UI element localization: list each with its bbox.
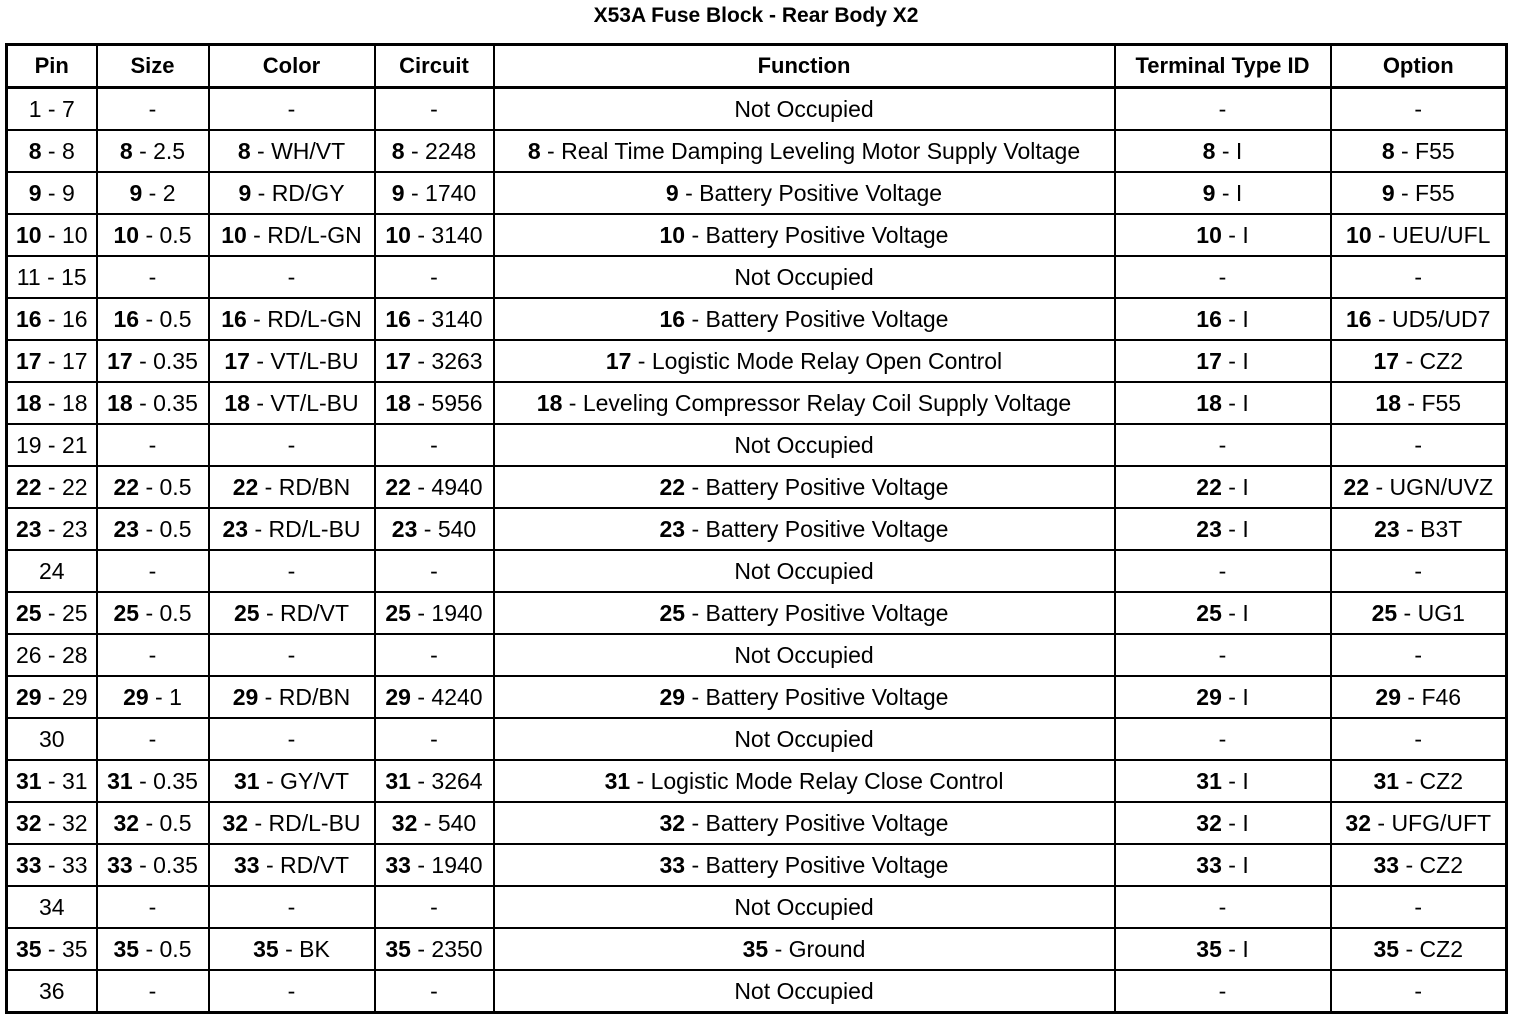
color-cell: 8 - WH/VT bbox=[209, 130, 375, 172]
size-cell: - bbox=[97, 256, 209, 298]
terminal-type-cell: 25 - I bbox=[1115, 592, 1331, 634]
color-cell: 22 - RD/BN bbox=[209, 466, 375, 508]
table-row bbox=[7, 88, 1507, 131]
circuit-cell: 18 - 5956 bbox=[375, 382, 494, 424]
option-cell: 22 - UGN/UVZ bbox=[1331, 466, 1507, 508]
pin-cell: 31 - 31 bbox=[7, 760, 97, 802]
option-cell: 29 - F46 bbox=[1331, 676, 1507, 718]
table-row bbox=[7, 214, 1507, 256]
terminal-type-cell: - bbox=[1115, 424, 1331, 466]
circuit-cell: 33 - 1940 bbox=[375, 844, 494, 886]
pin-cell: 16 - 16 bbox=[7, 298, 97, 340]
function-cell: 9 - Battery Positive Voltage bbox=[494, 172, 1115, 214]
size-cell: 18 - 0.35 bbox=[97, 382, 209, 424]
terminal-type-cell: - bbox=[1115, 634, 1331, 676]
color-cell: - bbox=[209, 256, 375, 298]
table-row bbox=[7, 256, 1507, 298]
color-cell: 35 - BK bbox=[209, 928, 375, 970]
circuit-cell: - bbox=[375, 634, 494, 676]
option-cell: 16 - UD5/UD7 bbox=[1331, 298, 1507, 340]
pin-cell: 18 - 18 bbox=[7, 382, 97, 424]
terminal-type-cell: 32 - I bbox=[1115, 802, 1331, 844]
function-cell: 17 - Logistic Mode Relay Open Control bbox=[494, 340, 1115, 382]
function-cell: Not Occupied bbox=[494, 424, 1115, 466]
table-row bbox=[7, 172, 1507, 214]
pin-cell: 29 - 29 bbox=[7, 676, 97, 718]
pin-cell: 26 - 28 bbox=[7, 634, 97, 676]
function-cell: 29 - Battery Positive Voltage bbox=[494, 676, 1115, 718]
size-cell: 32 - 0.5 bbox=[97, 802, 209, 844]
table-row bbox=[7, 760, 1507, 802]
column-header: Terminal Type ID bbox=[1115, 45, 1331, 88]
terminal-type-cell: 10 - I bbox=[1115, 214, 1331, 256]
option-cell: 9 - F55 bbox=[1331, 172, 1507, 214]
color-cell: 23 - RD/L-BU bbox=[209, 508, 375, 550]
color-cell: 33 - RD/VT bbox=[209, 844, 375, 886]
size-cell: - bbox=[97, 718, 209, 760]
size-cell: - bbox=[97, 88, 209, 131]
table-row bbox=[7, 130, 1507, 172]
option-cell: 10 - UEU/UFL bbox=[1331, 214, 1507, 256]
table-row bbox=[7, 844, 1507, 886]
color-cell: 25 - RD/VT bbox=[209, 592, 375, 634]
color-cell: - bbox=[209, 970, 375, 1013]
pin-cell: 24 bbox=[7, 550, 97, 592]
option-cell: 23 - B3T bbox=[1331, 508, 1507, 550]
size-cell: 31 - 0.35 bbox=[97, 760, 209, 802]
size-cell: 16 - 0.5 bbox=[97, 298, 209, 340]
table-row bbox=[7, 382, 1507, 424]
color-cell: 29 - RD/BN bbox=[209, 676, 375, 718]
circuit-cell: 29 - 4240 bbox=[375, 676, 494, 718]
color-cell: - bbox=[209, 550, 375, 592]
terminal-type-cell: 18 - I bbox=[1115, 382, 1331, 424]
option-cell: - bbox=[1331, 718, 1507, 760]
pin-cell: 9 - 9 bbox=[7, 172, 97, 214]
function-cell: Not Occupied bbox=[494, 634, 1115, 676]
function-cell: 16 - Battery Positive Voltage bbox=[494, 298, 1115, 340]
terminal-type-cell: - bbox=[1115, 88, 1331, 131]
circuit-cell: - bbox=[375, 88, 494, 131]
function-cell: 33 - Battery Positive Voltage bbox=[494, 844, 1115, 886]
function-cell: Not Occupied bbox=[494, 88, 1115, 131]
size-cell: - bbox=[97, 970, 209, 1013]
circuit-cell: - bbox=[375, 970, 494, 1013]
size-cell: 29 - 1 bbox=[97, 676, 209, 718]
size-cell: 22 - 0.5 bbox=[97, 466, 209, 508]
size-cell: 17 - 0.35 bbox=[97, 340, 209, 382]
circuit-cell: 17 - 3263 bbox=[375, 340, 494, 382]
column-header: Pin bbox=[7, 45, 97, 88]
size-cell: 9 - 2 bbox=[97, 172, 209, 214]
function-cell: 32 - Battery Positive Voltage bbox=[494, 802, 1115, 844]
function-cell: Not Occupied bbox=[494, 970, 1115, 1013]
color-cell: - bbox=[209, 718, 375, 760]
color-cell: - bbox=[209, 424, 375, 466]
size-cell: 8 - 2.5 bbox=[97, 130, 209, 172]
circuit-cell: 35 - 2350 bbox=[375, 928, 494, 970]
function-cell: 22 - Battery Positive Voltage bbox=[494, 466, 1115, 508]
circuit-cell: - bbox=[375, 424, 494, 466]
table-row bbox=[7, 592, 1507, 634]
size-cell: 23 - 0.5 bbox=[97, 508, 209, 550]
circuit-cell: 32 - 540 bbox=[375, 802, 494, 844]
circuit-cell: 16 - 3140 bbox=[375, 298, 494, 340]
header-row bbox=[7, 45, 1507, 88]
terminal-type-cell: 8 - I bbox=[1115, 130, 1331, 172]
terminal-type-cell: 9 - I bbox=[1115, 172, 1331, 214]
fuse-block-table bbox=[5, 43, 1508, 1014]
color-cell: 9 - RD/GY bbox=[209, 172, 375, 214]
terminal-type-cell: 29 - I bbox=[1115, 676, 1331, 718]
column-header: Size bbox=[97, 45, 209, 88]
option-cell: - bbox=[1331, 424, 1507, 466]
function-cell: 8 - Real Time Damping Leveling Motor Supply Voltage bbox=[494, 130, 1115, 172]
pin-cell: 1 - 7 bbox=[7, 88, 97, 131]
column-header: Circuit bbox=[375, 45, 494, 88]
color-cell: - bbox=[209, 88, 375, 131]
circuit-cell: 8 - 2248 bbox=[375, 130, 494, 172]
function-cell: 25 - Battery Positive Voltage bbox=[494, 592, 1115, 634]
terminal-type-cell: - bbox=[1115, 550, 1331, 592]
option-cell: 32 - UFG/UFT bbox=[1331, 802, 1507, 844]
function-cell: 23 - Battery Positive Voltage bbox=[494, 508, 1115, 550]
option-cell: 17 - CZ2 bbox=[1331, 340, 1507, 382]
table-body bbox=[7, 88, 1507, 1013]
column-header: Function bbox=[494, 45, 1115, 88]
option-cell: - bbox=[1331, 256, 1507, 298]
color-cell: - bbox=[209, 886, 375, 928]
circuit-cell: - bbox=[375, 886, 494, 928]
pin-cell: 36 bbox=[7, 970, 97, 1013]
terminal-type-cell: 35 - I bbox=[1115, 928, 1331, 970]
terminal-type-cell: 23 - I bbox=[1115, 508, 1331, 550]
pin-cell: 8 - 8 bbox=[7, 130, 97, 172]
option-cell: 35 - CZ2 bbox=[1331, 928, 1507, 970]
color-cell: 18 - VT/L-BU bbox=[209, 382, 375, 424]
pin-cell: 19 - 21 bbox=[7, 424, 97, 466]
column-header: Color bbox=[209, 45, 375, 88]
circuit-cell: 23 - 540 bbox=[375, 508, 494, 550]
terminal-type-cell: 22 - I bbox=[1115, 466, 1331, 508]
circuit-cell: - bbox=[375, 256, 494, 298]
function-cell: Not Occupied bbox=[494, 718, 1115, 760]
table-row bbox=[7, 466, 1507, 508]
color-cell: 10 - RD/L-GN bbox=[209, 214, 375, 256]
table-row bbox=[7, 550, 1507, 592]
function-cell: 18 - Leveling Compressor Relay Coil Supply Voltage bbox=[494, 382, 1115, 424]
pin-cell: 25 - 25 bbox=[7, 592, 97, 634]
terminal-type-cell: - bbox=[1115, 256, 1331, 298]
option-cell: 18 - F55 bbox=[1331, 382, 1507, 424]
pin-cell: 34 bbox=[7, 886, 97, 928]
circuit-cell: 10 - 3140 bbox=[375, 214, 494, 256]
option-cell: 8 - F55 bbox=[1331, 130, 1507, 172]
pin-cell: 32 - 32 bbox=[7, 802, 97, 844]
table-row bbox=[7, 676, 1507, 718]
size-cell: 10 - 0.5 bbox=[97, 214, 209, 256]
pin-cell: 30 bbox=[7, 718, 97, 760]
pin-cell: 10 - 10 bbox=[7, 214, 97, 256]
color-cell: 31 - GY/VT bbox=[209, 760, 375, 802]
color-cell: 17 - VT/L-BU bbox=[209, 340, 375, 382]
option-cell: 25 - UG1 bbox=[1331, 592, 1507, 634]
table-row bbox=[7, 508, 1507, 550]
size-cell: - bbox=[97, 550, 209, 592]
table-row bbox=[7, 802, 1507, 844]
circuit-cell: - bbox=[375, 550, 494, 592]
table-row bbox=[7, 928, 1507, 970]
circuit-cell: 22 - 4940 bbox=[375, 466, 494, 508]
option-cell: - bbox=[1331, 550, 1507, 592]
pin-cell: 23 - 23 bbox=[7, 508, 97, 550]
table-row bbox=[7, 298, 1507, 340]
page-title: X53A Fuse Block - Rear Body X2 bbox=[593, 4, 919, 27]
pin-cell: 35 - 35 bbox=[7, 928, 97, 970]
option-cell: - bbox=[1331, 886, 1507, 928]
size-cell: - bbox=[97, 424, 209, 466]
size-cell: 25 - 0.5 bbox=[97, 592, 209, 634]
function-cell: Not Occupied bbox=[494, 256, 1115, 298]
table-row bbox=[7, 718, 1507, 760]
terminal-type-cell: - bbox=[1115, 886, 1331, 928]
terminal-type-cell: 16 - I bbox=[1115, 298, 1331, 340]
option-cell: - bbox=[1331, 634, 1507, 676]
column-header: Option bbox=[1331, 45, 1507, 88]
size-cell: - bbox=[97, 634, 209, 676]
color-cell: - bbox=[209, 634, 375, 676]
option-cell: 31 - CZ2 bbox=[1331, 760, 1507, 802]
function-cell: Not Occupied bbox=[494, 886, 1115, 928]
circuit-cell: 31 - 3264 bbox=[375, 760, 494, 802]
circuit-cell: - bbox=[375, 718, 494, 760]
pin-cell: 33 - 33 bbox=[7, 844, 97, 886]
function-cell: Not Occupied bbox=[494, 550, 1115, 592]
size-cell: 33 - 0.35 bbox=[97, 844, 209, 886]
circuit-cell: 9 - 1740 bbox=[375, 172, 494, 214]
size-cell: - bbox=[97, 886, 209, 928]
terminal-type-cell: 31 - I bbox=[1115, 760, 1331, 802]
function-cell: 35 - Ground bbox=[494, 928, 1115, 970]
table-row bbox=[7, 634, 1507, 676]
circuit-cell: 25 - 1940 bbox=[375, 592, 494, 634]
terminal-type-cell: 33 - I bbox=[1115, 844, 1331, 886]
terminal-type-cell: - bbox=[1115, 718, 1331, 760]
table-row bbox=[7, 886, 1507, 928]
option-cell: 33 - CZ2 bbox=[1331, 844, 1507, 886]
size-cell: 35 - 0.5 bbox=[97, 928, 209, 970]
table-row bbox=[7, 340, 1507, 382]
function-cell: 10 - Battery Positive Voltage bbox=[494, 214, 1115, 256]
color-cell: 32 - RD/L-BU bbox=[209, 802, 375, 844]
table-row bbox=[7, 424, 1507, 466]
color-cell: 16 - RD/L-GN bbox=[209, 298, 375, 340]
function-cell: 31 - Logistic Mode Relay Close Control bbox=[494, 760, 1115, 802]
pin-cell: 11 - 15 bbox=[7, 256, 97, 298]
pin-cell: 22 - 22 bbox=[7, 466, 97, 508]
option-cell: - bbox=[1331, 88, 1507, 131]
terminal-type-cell: 17 - I bbox=[1115, 340, 1331, 382]
terminal-type-cell: - bbox=[1115, 970, 1331, 1013]
table-row bbox=[7, 970, 1507, 1013]
option-cell: - bbox=[1331, 970, 1507, 1013]
pin-cell: 17 - 17 bbox=[7, 340, 97, 382]
